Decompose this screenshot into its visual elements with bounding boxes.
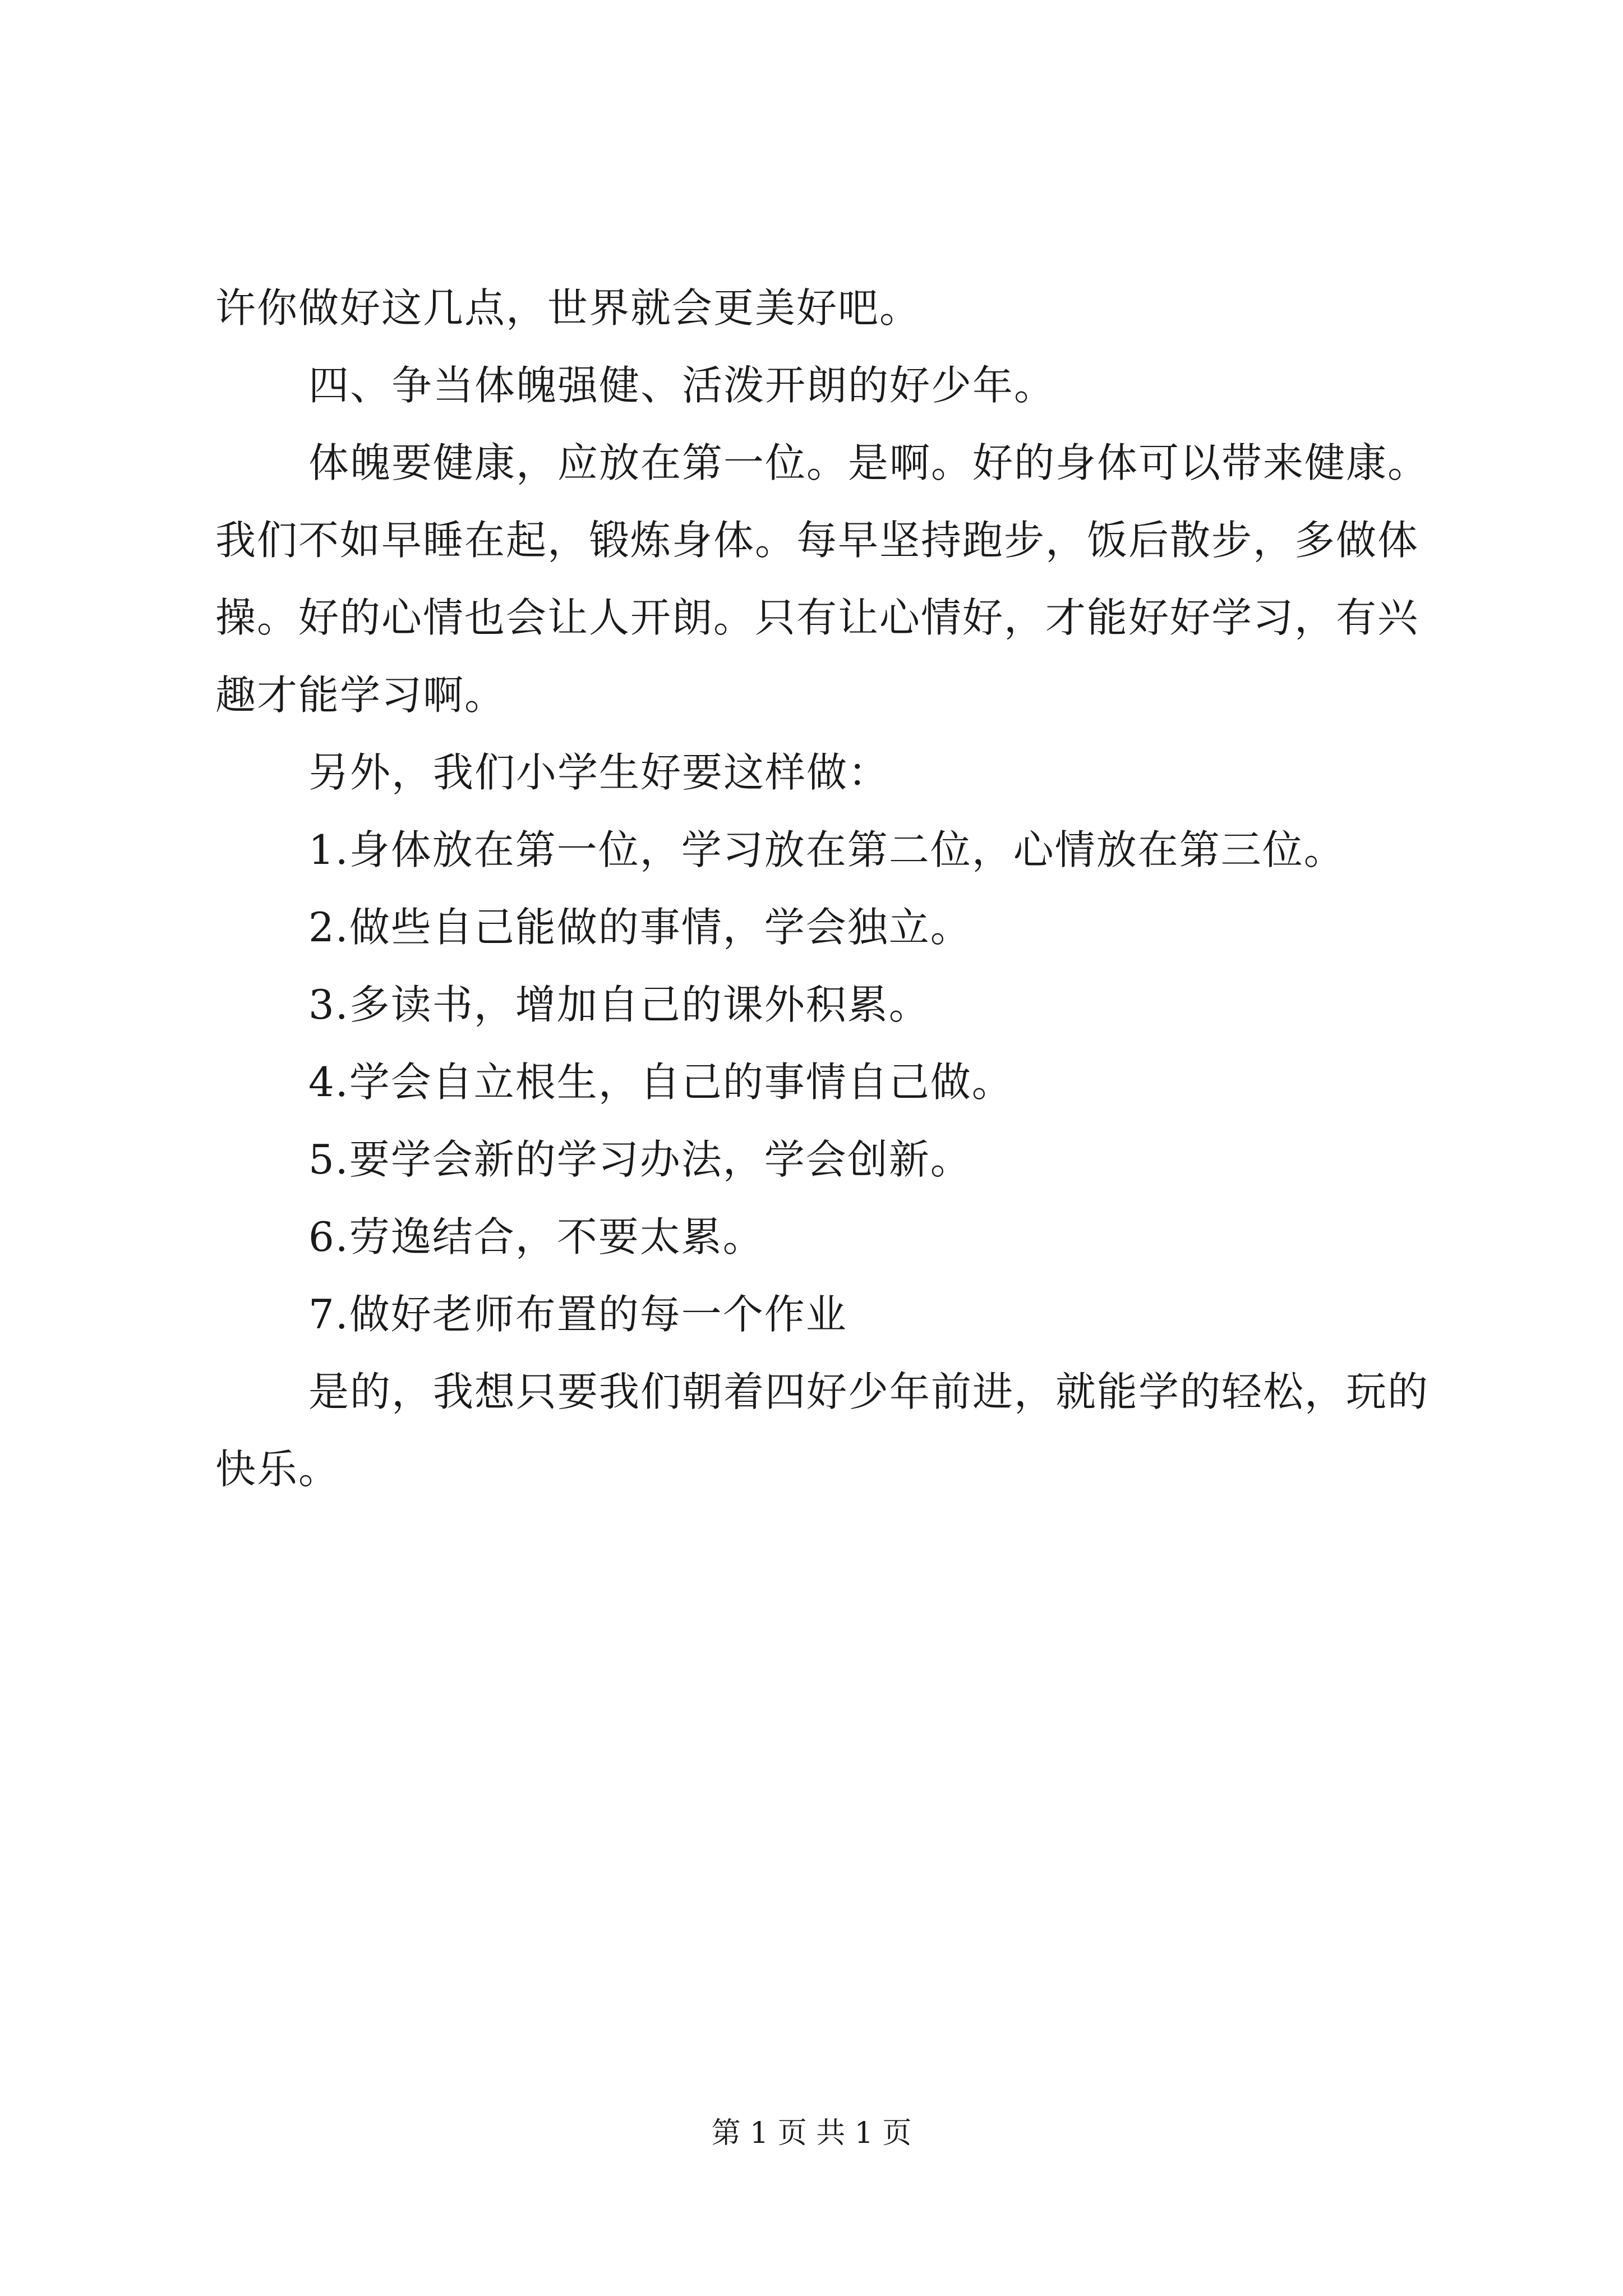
list-item-2: 2.做些自己能做的事情，学会独立。	[308, 904, 972, 951]
list-item-7: 7.做好老师布置的每一个作业	[308, 1291, 847, 1338]
list-item-6: 6.劳逸结合，不要太累。	[308, 1213, 764, 1260]
section-heading-four: 四、争当体魄强健、活泼开朗的好少年。	[308, 362, 1056, 409]
page-footer	[0, 2114, 1623, 2153]
paragraph-conclusion: 是的，我想只要我们朝着四好少年前进，就能学的轻松，玩的快乐。	[215, 1368, 1430, 1493]
paragraph-continuation: 许你做好这几点，世界就会更美好吧。	[215, 284, 921, 332]
list-item-5: 5.要学会新的学习办法，学会创新。	[308, 1136, 972, 1183]
list-item-1: 1.身体放在第一位，学习放在第二位，心情放在第三位。	[308, 826, 1345, 873]
page-number-label: 第 1 页 共 1 页	[711, 2116, 912, 2150]
list-item-3: 3.多读书，增加自己的课外积累。	[308, 981, 930, 1028]
paragraph-intro-list: 另外，我们小学生好要这样做：	[308, 749, 890, 796]
document-body	[215, 269, 1438, 1508]
list-item-4: 4.学会自立根生，自己的事情自己做。	[308, 1059, 1013, 1106]
paragraph-health: 体魄要健康，应放在第一位。是啊。好的身体可以带来健康。我们不如早睡在起，锻炼身体。每早坚持跑步，饭后散步，多做体操。好的心情也会让人开朗。只有让心情好，才能好好学习，有兴趣才能学习啊。	[215, 439, 1430, 719]
